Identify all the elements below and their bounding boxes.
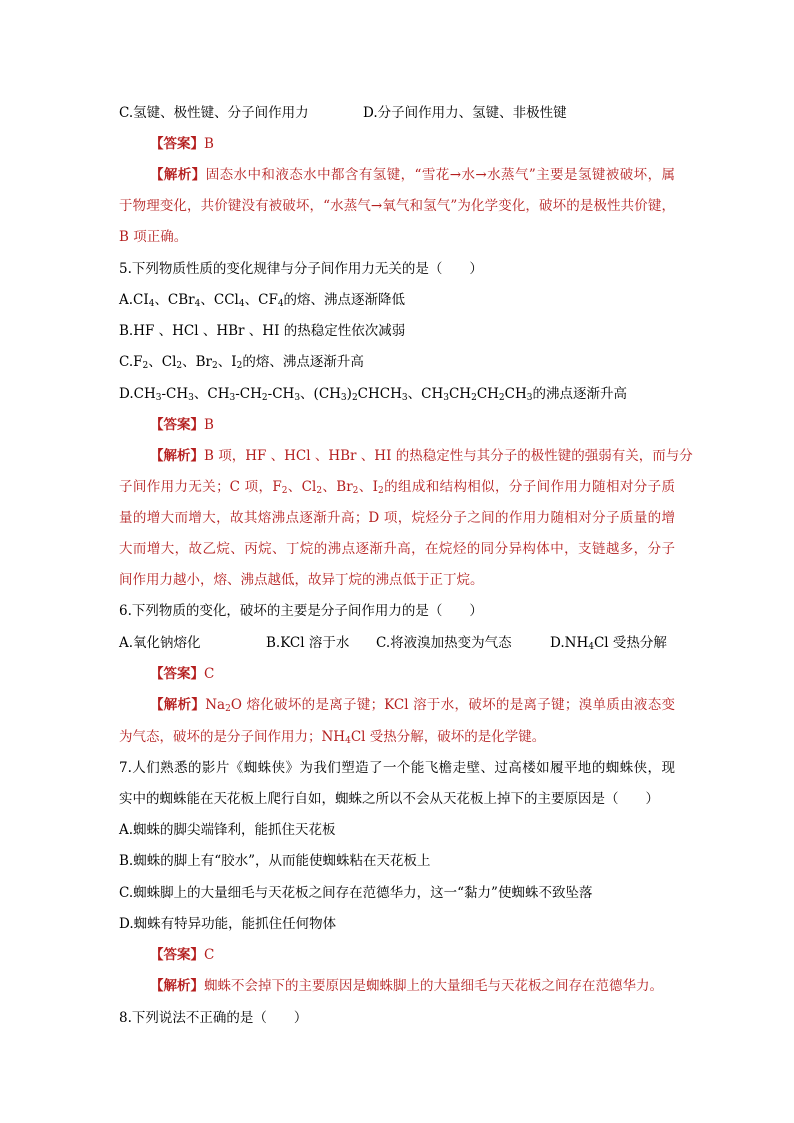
answer-tag: 【答案】	[150, 417, 204, 433]
q4-option-d: D.分子间作用力、氢键、非极性键	[363, 105, 567, 121]
analysis-text: 固态水中和液态水中都含有氢键，“雪花→水→水蒸气”主要是氢键被破坏，属	[205, 167, 676, 183]
analysis-text: 蜘蛛不会掉下的主要原因是蜘蛛脚上的大量细毛与天花板之间存在范德华力。	[204, 978, 663, 994]
analysis-text: $Na_2O$ 熔化破坏的是离子键；KCl 溶于水，破坏的是离子键；溴单质由液态变	[205, 697, 675, 714]
q4-answer	[150, 136, 214, 152]
q7-option-b: B.蜘蛛的脚上有“胶水”，从而能使蜘蛛粘在天花板上	[119, 853, 431, 869]
q5-analysis-line-2: 子间作用力无关；C 项，$F_2$、$Cl_2$、$Br_2$、$I_2$的组成和结构相似，分子间作用力随相对分子质	[119, 479, 675, 496]
analysis-text: B 项，HF 、HCl 、HBr 、HI 的热稳定性与其分子的极性键的强弱有关，而与分	[204, 448, 693, 464]
q5-analysis-line-5: 间作用力越小，熔、沸点越低，故异丁烷的沸点低于正丁烷。	[119, 572, 484, 588]
analysis-tag: 【解析】	[150, 978, 204, 994]
q7-option-c: C.蜘蛛脚上的大量细毛与天花板之间存在范德华力，这一“黏力”使蜘蛛不致坠落	[119, 885, 593, 901]
answer-value: B	[204, 136, 214, 152]
analysis-tag: 【解析】	[150, 697, 206, 713]
q6-analysis-line-2: 为气态，破坏的是分子间作用力；$NH_4Cl$ 受热分解，破坏的是化学键。	[119, 729, 546, 746]
answer-tag: 【答案】	[150, 666, 204, 682]
q7-stem-line-1: 7.人们熟悉的影片《蜘蛛侠》为我们塑造了一个能飞檐走壁、过高楼如履平地的蜘蛛侠，现	[119, 760, 675, 776]
q8-stem: 8.下列说法不正确的是（ ）	[119, 1010, 308, 1026]
answer-value: B	[204, 417, 214, 433]
q5-analysis-line-3: 量的增大而增大，故其熔沸点逐渐升高；D 项，烷烃分子之间的作用力随相对分子质量的增	[119, 510, 675, 526]
q5-analysis-line-4: 大而增大，故乙烷、丙烷、丁烷的沸点逐渐升高，在烷烃的同分异构体中，支链越多，分子	[119, 541, 675, 557]
q7-analysis-line-1	[150, 978, 663, 994]
answer-value: C	[204, 947, 215, 963]
answer-value: C	[204, 666, 215, 682]
analysis-tag: 【解析】	[150, 167, 206, 183]
q7-answer	[150, 947, 214, 963]
q6-stem: 6.下列物质的变化，破坏的主要是分子间作用力的是（ ）	[119, 603, 483, 619]
answer-tag: 【答案】	[150, 136, 204, 152]
q6-option-b: B.KCl 溶于水	[266, 635, 350, 651]
q4-analysis-line-1	[150, 167, 675, 183]
q5-option-c: $C.F_2$、$Cl_2$、$Br_2$、$I_2$的熔、沸点逐渐升高	[119, 354, 364, 371]
q5-analysis-line-1	[150, 448, 693, 464]
q4-analysis-line-3: B 项正确。	[119, 229, 188, 245]
q5-stem: 5.下列物质性质的变化规律与分子间作用力无关的是（ ）	[119, 261, 483, 277]
q5-option-b: B.HF 、HCl 、HBr 、HI 的热稳定性依次减弱	[119, 323, 406, 339]
q5-option-d: $D.CH_3-CH_3$、$CH_3-CH_2-CH_3$、$(CH_3)_2CHCH_3$、$CH_3CH_2CH_2CH_3$的沸点逐渐升高	[119, 386, 627, 403]
q6-analysis-line-1	[150, 697, 675, 713]
q4-analysis-line-2: 于物理变化，共价键没有被破坏，“水蒸气→氧气和氢气”为化学变化，破坏的是极性共价键，	[119, 198, 675, 214]
q6-option-c: C.将液溴加热变为气态	[376, 635, 512, 651]
analysis-tag: 【解析】	[150, 448, 204, 464]
q4-option-c: C.氢键、极性键、分子间作用力	[119, 105, 309, 121]
q6-answer	[150, 666, 214, 682]
q6-option-a: A.氧化钠熔化	[119, 635, 201, 651]
q6-option-d: $D.NH_4Cl$ 受热分解	[550, 635, 667, 652]
q5-option-a: $A.CI_4$、CBr$_4$、CCl$_4$、$CF_4$的熔、沸点逐渐降低	[119, 292, 406, 309]
q7-option-d: D.蜘蛛有特异功能，能抓住任何物体	[119, 916, 337, 932]
q5-answer	[150, 417, 214, 433]
answer-tag: 【答案】	[150, 947, 204, 963]
q7-option-a: A.蜘蛛的脚尖端锋利，能抓住天花板	[119, 822, 336, 838]
q7-stem-line-2: 实中的蜘蛛能在天花板上爬行自如，蜘蛛之所以不会从天花板上掉下的主要原因是（ ）	[119, 791, 659, 807]
